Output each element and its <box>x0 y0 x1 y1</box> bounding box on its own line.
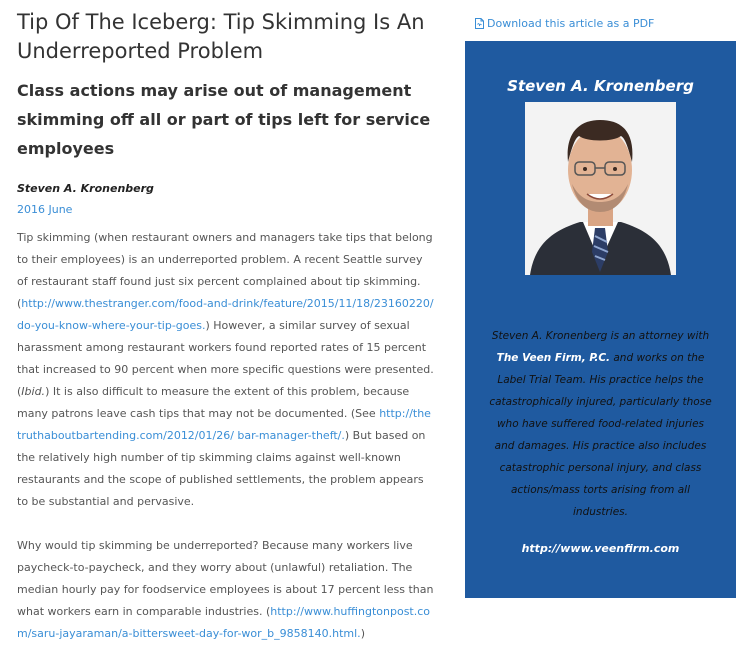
paragraph-text: ) It is also difficult to measure the extent of this problem, because many patrons leave cash tips that may not be documented. (See <box>17 385 410 420</box>
download-pdf-link[interactable] <box>475 17 654 30</box>
article-main <box>17 8 435 667</box>
article-paragraph-2 <box>17 535 435 645</box>
pdf-file-icon <box>475 18 484 29</box>
article-subtitle: Class actions may arise out of management skimming off all or part of tips left for service employees <box>17 81 431 158</box>
article-paragraph-1 <box>17 227 435 513</box>
sidebar-bio <box>487 325 714 523</box>
sidebar-website-link[interactable]: http://www.veenfirm.com <box>521 542 680 555</box>
source-link-thestranger[interactable]: http://www.thestranger.com/food-and-drink/feature/2015/11/18/23160220/do-you-know-where-your-tip-goes. <box>17 297 434 332</box>
article-author: Steven A. Kronenberg <box>17 182 154 195</box>
author-photo <box>525 102 676 275</box>
source-link-huffingtonpost[interactable]: http://www.huffingtonpost.com/saru-jayaraman/a-bittersweet-day-for-wor_b_9858140.html. <box>17 605 431 640</box>
ibid-citation: Ibid. <box>21 385 46 398</box>
author-portrait-image <box>525 102 676 275</box>
download-pdf-label: Download this article as a PDF <box>487 17 655 30</box>
article-date: 2016 June <box>17 203 73 216</box>
paragraph-text: ) However, a similar survey of sexual harassment among restaurant workers found reported rates of 15 percent that increased to 90 percent when more specific questions were presented. ( <box>17 319 434 398</box>
bio-text: Steven A. Kronenberg is an attorney with <box>491 330 710 342</box>
paragraph-text: Why would tip skimming be underreported? Because many workers live paycheck-to-paycheck, and they worry about (unlawful) retaliation. The median hourly pay for foodservice employees is about 17 percent less than what workers earn in comparable industries. ( <box>17 539 434 618</box>
paragraph-text: ) <box>360 627 365 640</box>
bio-text: and works on the Label Trial Team. His practice helps the catastrophically injured, particularly those who have suffered food-related injuries and damages. His practice also includes catastrophic personal injury, and class actions/mass torts arising from all industries. <box>489 352 712 518</box>
paragraph-text: ) But based on the relatively high number of tip skimming claims against well-known restaurants and the scope of published settlements, the problem appears to be substantial and pervasive. <box>17 429 426 508</box>
author-sidebar <box>465 41 736 598</box>
paragraph-text: Tip skimming (when restaurant owners and managers take tips that belong to their employees) is an underreported problem. A recent Seattle survey of restaurant staff found just six percent complained about tip skimming. ( <box>17 231 433 310</box>
article-title: Tip Of The Iceberg: Tip Skimming Is An Underreported Problem <box>17 10 425 63</box>
sidebar-author-name: Steven A. Kronenberg <box>507 77 694 95</box>
source-link-thetruthaboutbartending[interactable]: http://thetruthaboutbartending.com/2012/01/26/ bar-manager-theft/. <box>17 407 431 442</box>
firm-name: The Veen Firm, P.C. <box>496 352 611 364</box>
